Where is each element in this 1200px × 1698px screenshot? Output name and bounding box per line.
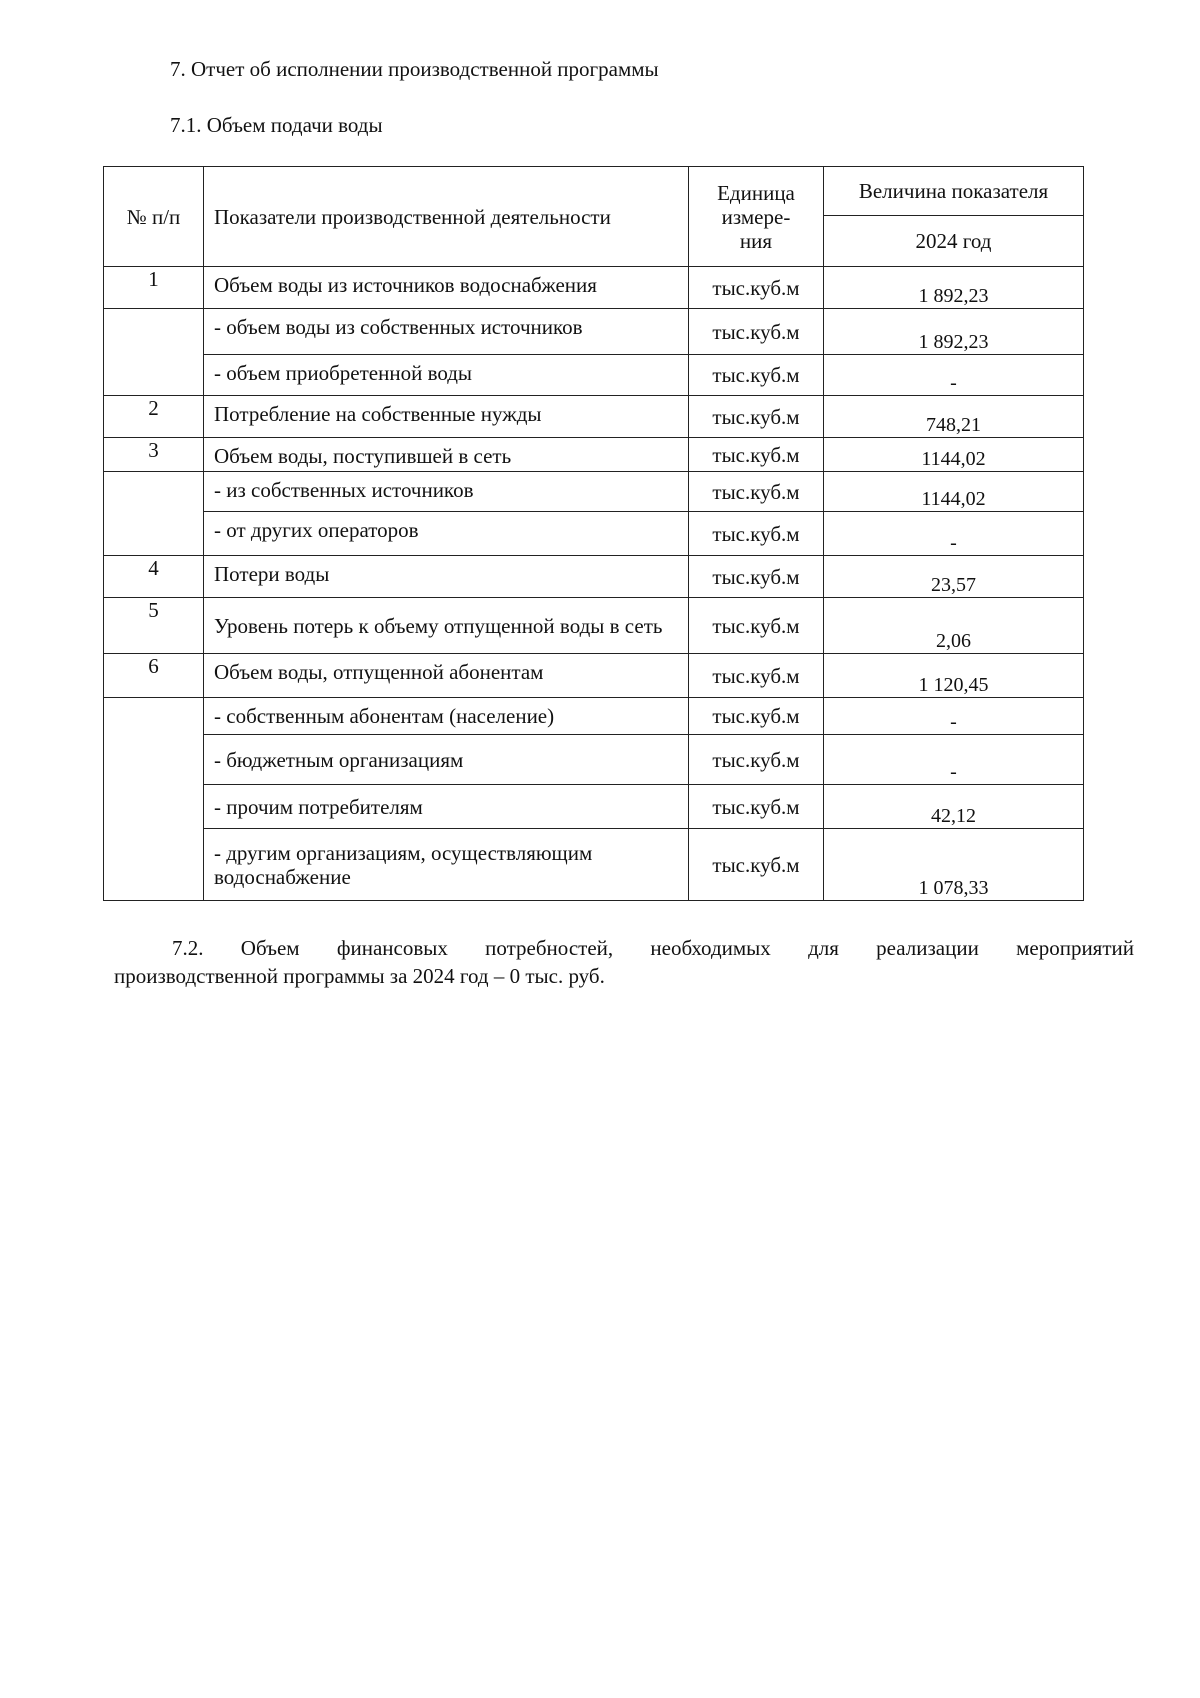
row-unit: тыс.куб.м [689,396,824,438]
row-unit: тыс.куб.м [689,556,824,598]
row-num: 6 [104,654,204,698]
row-unit: тыс.куб.м [689,309,824,355]
row-num [104,472,204,556]
row-value: 748,21 [824,396,1084,438]
row-indicator: Потери воды [204,556,689,598]
row-unit: тыс.куб.м [689,698,824,735]
row-unit: тыс.куб.м [689,438,824,472]
row-value: - [824,355,1084,396]
row-num: 1 [104,267,204,309]
financial-needs-line1: 7.2. Объем финансовых потребностей, необходимых для реализации мероприятий [172,936,1134,960]
row-value: 1 120,45 [824,654,1084,698]
row-unit: тыс.куб.м [689,654,824,698]
row-indicator: Объем воды, поступившей в сеть [204,438,689,472]
row-value: 1 078,33 [824,829,1084,901]
header-unit-line3: ния [739,228,773,253]
row-value: 2,06 [824,598,1084,654]
header-unit-line1: Единица [717,180,795,205]
row-value: - [824,512,1084,556]
row-indicator: Объем воды из источников водоснабжения [204,267,689,309]
header-value-group: Величина показателя [824,167,1084,216]
row-indicator: Уровень потерь к объему отпущенной воды в сеть [204,598,689,654]
row-num [104,309,204,396]
row-unit: тыс.куб.м [689,598,824,654]
row-num: 3 [104,438,204,472]
row-unit: тыс.куб.м [689,267,824,309]
row-indicator: - другим организациям, осуществляющим водоснабжение [204,829,689,901]
row-value: 23,57 [824,556,1084,598]
row-unit: тыс.куб.м [689,472,824,512]
row-value: 1144,02 [824,438,1084,472]
row-unit: тыс.куб.м [689,735,824,785]
row-value: 1 892,23 [824,309,1084,355]
water-supply-table [103,166,1084,901]
row-value: 1 892,23 [824,267,1084,309]
row-indicator: - объем приобретенной воды [204,355,689,396]
row-unit: тыс.куб.м [689,512,824,556]
row-num: 2 [104,396,204,438]
row-unit: тыс.куб.м [689,829,824,901]
row-num: 5 [104,598,204,654]
row-value: - [824,698,1084,735]
row-indicator: - из собственных источников [204,472,689,512]
financial-needs-line2: производственной программы за 2024 год – 0 тыс. руб. [114,964,605,988]
row-indicator: - бюджетным организациям [204,735,689,785]
row-num: 4 [104,556,204,598]
financial-needs-paragraph [114,934,1134,990]
row-indicator: Объем воды, отпущенной абонентам [204,654,689,698]
row-value: 42,12 [824,785,1084,829]
row-indicator: - собственным абонентам (население) [204,698,689,735]
row-indicator: Потребление на собственные нужды [204,396,689,438]
section-title: 7. Отчет об исполнении производственной программы [170,57,659,81]
row-indicator: - от других операторов [204,512,689,556]
row-indicator: - прочим потребителям [204,785,689,829]
header-unit-line2: измере- [721,204,791,229]
row-unit: тыс.куб.м [689,785,824,829]
header-unit [689,167,824,267]
header-year: 2024 год [824,216,1084,267]
row-indicator: - объем воды из собственных источников [204,309,689,355]
header-indicator: Показатели производственной деятельности [204,167,689,267]
subsection-title: 7.1. Объем подачи воды [170,113,383,137]
row-value: - [824,735,1084,785]
row-num [104,698,204,901]
row-unit: тыс.куб.м [689,355,824,396]
row-value: 1144,02 [824,472,1084,512]
header-num: № п/п [104,167,204,267]
